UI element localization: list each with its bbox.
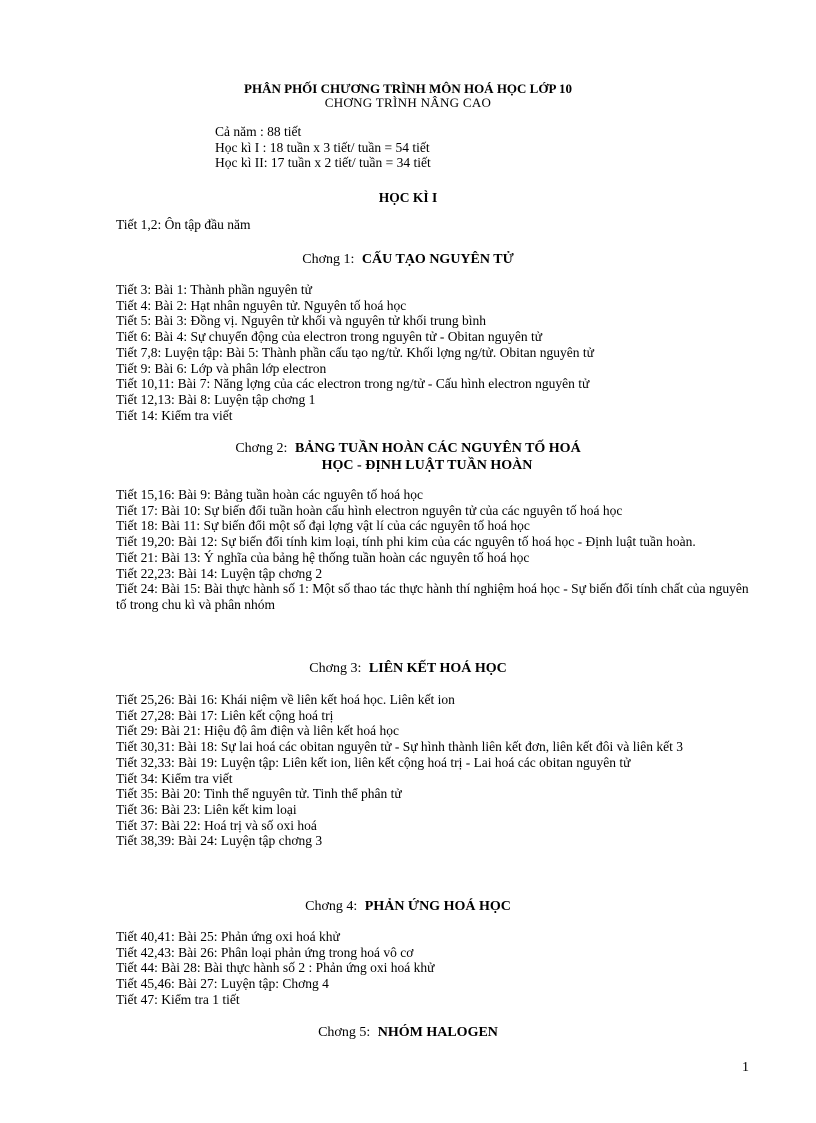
list-item: Tiết 47: Kiểm tra 1 tiết xyxy=(116,991,240,1007)
chapter-1-list xyxy=(116,282,756,423)
chapter-label: Chơng 3: xyxy=(309,661,362,676)
list-item: Tiết 38,39: Bài 24: Luyện tập chơng 3 xyxy=(116,833,323,849)
list-item: Tiết 27,28: Bài 17: Liên kết cộng hoá trị xyxy=(116,707,334,723)
summary-block xyxy=(215,124,431,171)
doc-title: PHÂN PHỐI CHƯƠNG TRÌNH MÔN HOÁ HỌC LỚP 10 xyxy=(244,81,572,96)
chapter-heading xyxy=(0,898,816,915)
list-item: Tiết 9: Bài 6: Lớp và phân lớp electron xyxy=(116,360,327,376)
list-item: Tiết 10,11: Bài 7: Năng lợng của các electron trong ng/tử - Cấu hình electron nguyên tử xyxy=(116,376,590,392)
chapter-heading xyxy=(0,660,816,677)
chapter-3-list xyxy=(116,692,756,849)
list-item: Tiết 37: Bài 22: Hoá trị và số oxi hoá xyxy=(116,817,317,833)
summary-line: Cả năm : 88 tiết xyxy=(215,124,302,139)
list-item: Tiết 24: Bài 15: Bài thực hành số 1: Một số thao tác thực hành thí nghiệm hoá học - Sự biến đổi tính chất của nguyên tố trong chu kì và phân nhóm xyxy=(116,581,749,612)
chapter-label: Chơng 1: xyxy=(302,252,355,267)
summary-line: Học kì I : 18 tuần x 3 tiết/ tuần = 54 tiết xyxy=(215,139,430,155)
chapter-title: PHẢN ỨNG HOÁ HỌC xyxy=(364,899,511,914)
chapter-heading xyxy=(0,251,816,268)
semester-heading: HỌC KÌ I xyxy=(378,190,438,205)
list-item: Tiết 5: Bài 3: Đồng vị. Nguyên tử khối và nguyên tử khối trung bình xyxy=(116,313,486,329)
page-number: 1 xyxy=(742,1060,749,1075)
list-item: Tiết 30,31: Bài 18: Sự lai hoá các obitan nguyên tử - Sự hình thành liên kết đơn, liên kết đôi và liên kết 3 xyxy=(116,739,684,755)
list-item: Tiết 32,33: Bài 19: Luyện tập: Liên kết ion, liên kết cộng hoá trị - Lai hoá các obitan nguyên tử xyxy=(116,754,631,770)
list-item: Tiết 7,8: Luyện tập: Bài 5: Thành phần cấu tạo ng/tử. Khối lợng ng/tử. Obitan nguyên tử xyxy=(116,344,594,360)
list-item: Tiết 35: Bài 20: Tinh thể nguyên tử. Tinh thể phân tử xyxy=(116,786,402,802)
list-item: Tiết 14: Kiểm tra viết xyxy=(116,407,233,423)
chapter-title: LIÊN KẾT HOÁ HỌC xyxy=(368,661,507,676)
chapter-label: Chơng 2: xyxy=(235,441,288,456)
chapter-title-line2: HỌC - ĐỊNH LUẬT TUẦN HOÀN xyxy=(321,458,533,473)
list-item: Tiết 4: Bài 2: Hạt nhân nguyên tử. Nguyên tố hoá học xyxy=(116,297,407,313)
list-item: Tiết 42,43: Bài 26: Phân loại phản ứng trong hoá vô cơ xyxy=(116,944,414,960)
chapter-4-list xyxy=(116,929,756,1008)
list-item: Tiết 15,16: Bài 9: Bảng tuần hoàn các nguyên tố hoá học xyxy=(116,487,423,502)
list-item: Tiết 17: Bài 10: Sự biến đổi tuần hoàn cấu hình electron nguyên tử của các nguyên tố hoá học xyxy=(116,502,623,518)
list-item: Tiết 6: Bài 4: Sự chuyển động của electron trong nguyên tử - Obitan nguyên tử xyxy=(116,329,543,345)
chapter-label: Chơng 4: xyxy=(305,899,358,914)
list-item: Tiết 36: Bài 23: Liên kết kim loại xyxy=(116,801,297,817)
chapter-heading xyxy=(0,440,816,474)
list-item: Tiết 40,41: Bài 25: Phản ứng oxi hoá khử xyxy=(116,929,340,944)
list-item: Tiết 45,46: Bài 27: Luyện tập: Chơng 4 xyxy=(116,976,329,992)
list-item: Tiết 19,20: Bài 12: Sự biến đổi tính kim loại, tính phi kim của các nguyên tố hoá học - Định luật tuần hoàn. xyxy=(116,534,696,550)
chapter-title: NHÓM HALOGEN xyxy=(377,1025,498,1040)
list-item: Tiết 22,23: Bài 14: Luyện tập chơng 2 xyxy=(116,565,323,581)
intro-line: Tiết 1,2: Ôn tập đầu năm xyxy=(116,217,251,232)
list-item: Tiết 34: Kiểm tra viết xyxy=(116,770,233,786)
chapter-2-list xyxy=(116,487,756,613)
doc-subtitle: CHƠNG TRÌNH NÂNG CAO xyxy=(324,95,492,110)
list-item: Tiết 44: Bài 28: Bài thực hành số 2 : Phản ứng oxi hoá khử xyxy=(116,960,435,976)
list-item: Tiết 18: Bài 11: Sự biến đổi một số đại lợng vật lí của các nguyên tố hoá học xyxy=(116,518,530,534)
list-item: Tiết 21: Bài 13: Ý nghĩa của bảng hệ thống tuần hoàn các nguyên tố hoá học xyxy=(116,549,530,565)
list-item: Tiết 3: Bài 1: Thành phần nguyên tử xyxy=(116,282,312,297)
list-item: Tiết 29: Bài 21: Hiệu độ âm điện và liên kết hoá học xyxy=(116,723,399,739)
list-item: Tiết 12,13: Bài 8: Luyện tập chơng 1 xyxy=(116,391,316,407)
chapter-title: BẢNG TUẦN HOÀN CÁC NGUYÊN TỐ HOÁ xyxy=(294,441,581,456)
list-item: Tiết 25,26: Bài 16: Khái niệm về liên kết hoá học. Liên kết ion xyxy=(116,692,455,707)
chapter-heading xyxy=(0,1024,816,1041)
chapter-title: CẤU TẠO NGUYÊN TỬ xyxy=(361,252,514,267)
summary-line: Học kì II: 17 tuần x 2 tiết/ tuần = 34 tiết xyxy=(215,155,431,170)
chapter-label: Chơng 5: xyxy=(318,1025,371,1040)
